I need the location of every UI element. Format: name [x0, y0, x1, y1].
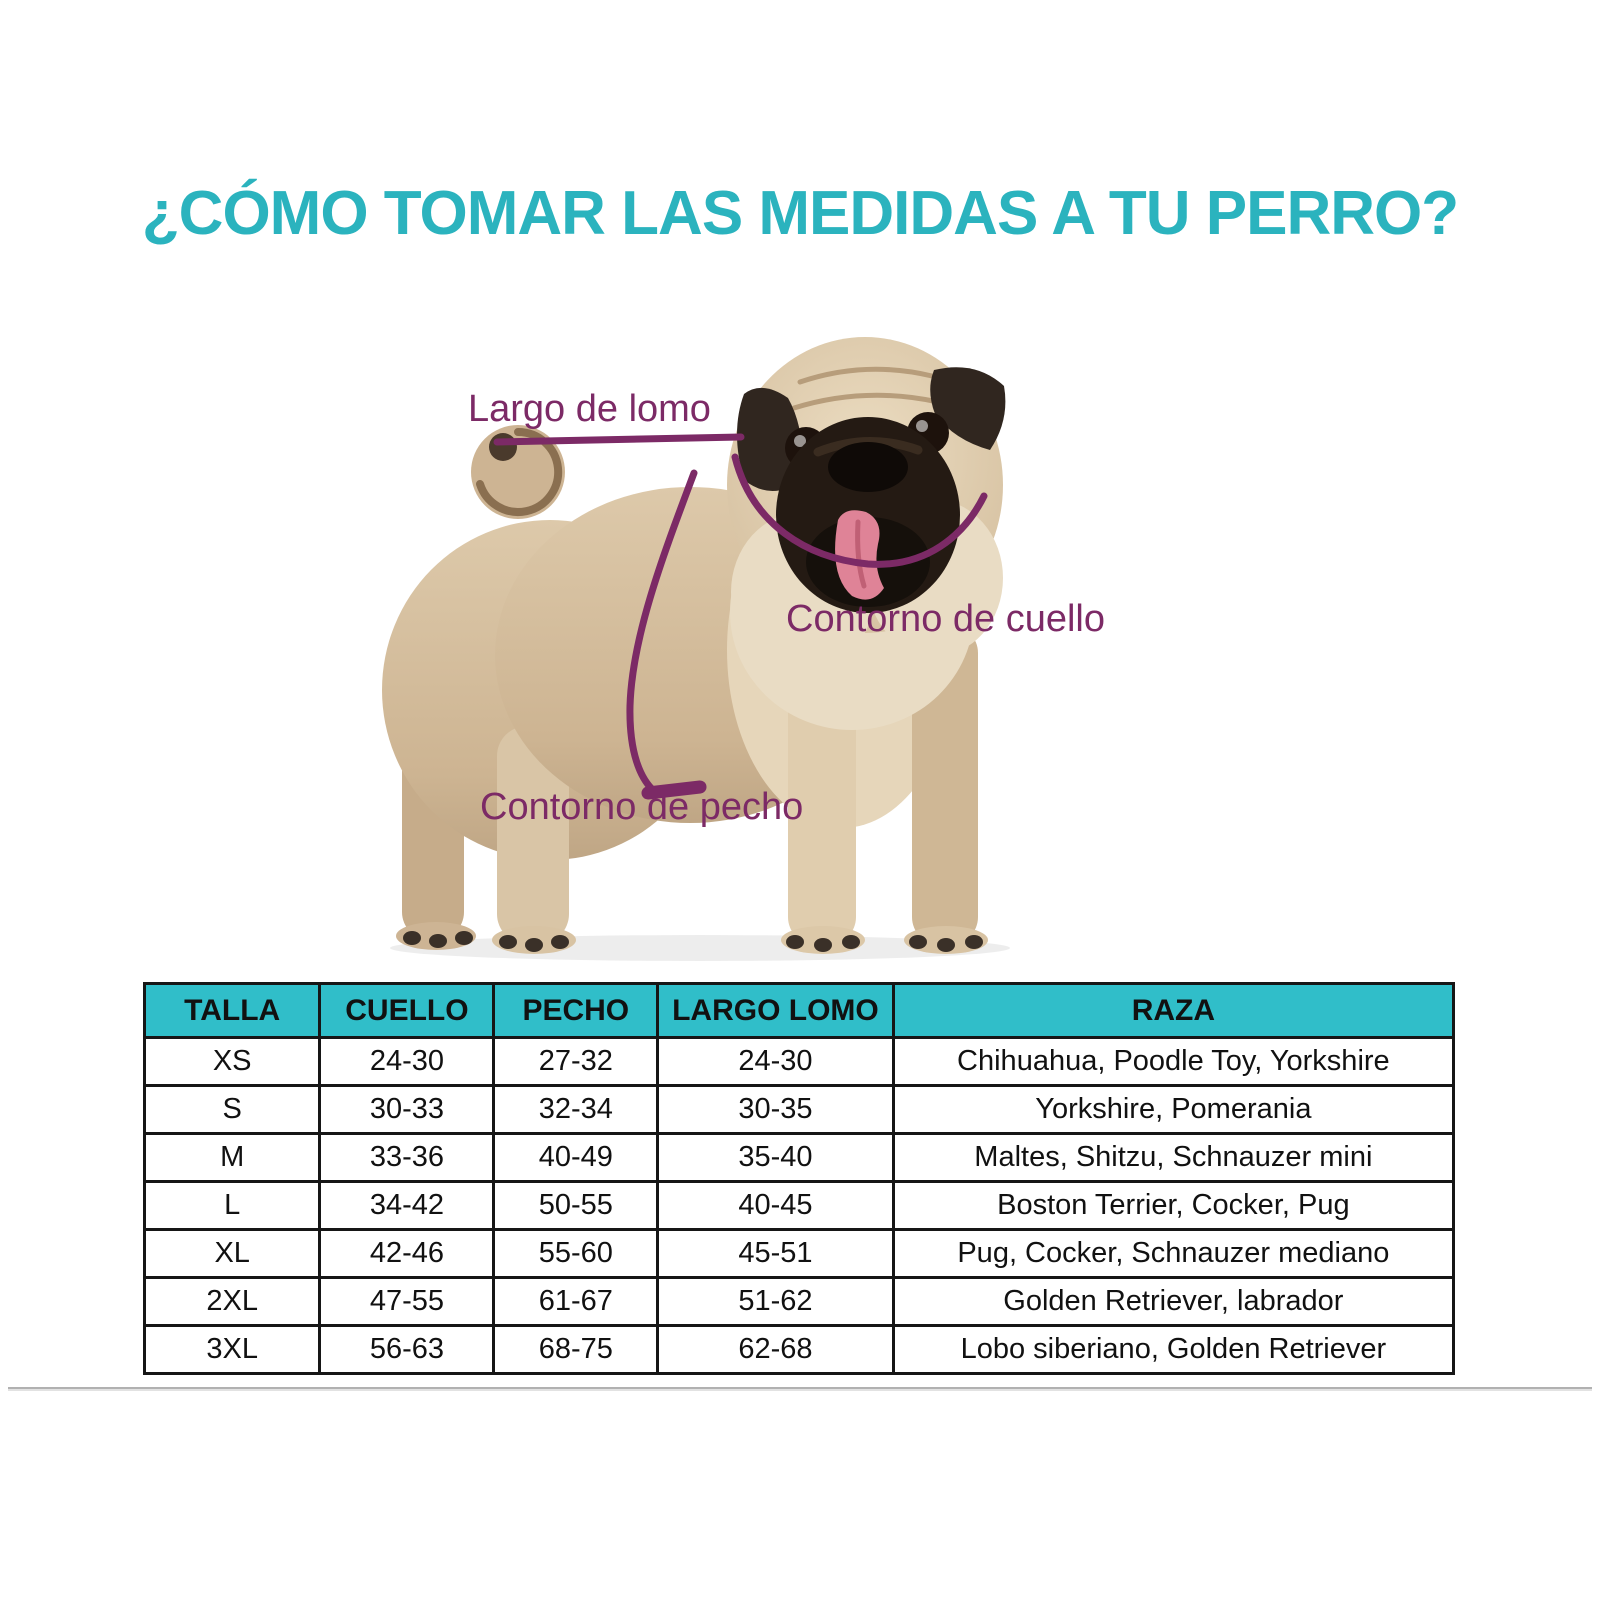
table-cell: 24-30	[320, 1038, 494, 1086]
table-cell: 24-30	[658, 1038, 894, 1086]
table-cell: Golden Retriever, labrador	[893, 1278, 1453, 1326]
table-row	[145, 1182, 1454, 1230]
table-cell: XS	[145, 1038, 320, 1086]
table-cell: 45-51	[658, 1230, 894, 1278]
table-row	[145, 1038, 1454, 1086]
table-cell: 68-75	[494, 1326, 658, 1374]
column-header: RAZA	[893, 984, 1453, 1038]
table-cell: 62-68	[658, 1326, 894, 1374]
table-cell: Pug, Cocker, Schnauzer mediano	[893, 1230, 1453, 1278]
table-cell: 34-42	[320, 1182, 494, 1230]
table-cell: 30-33	[320, 1086, 494, 1134]
size-table	[143, 982, 1455, 1375]
column-header: PECHO	[494, 984, 658, 1038]
table-cell: XL	[145, 1230, 320, 1278]
chest-girth-label: Contorno de pecho	[480, 786, 804, 828]
column-header: LARGO LOMO	[658, 984, 894, 1038]
table-cell: S	[145, 1086, 320, 1134]
table-cell: 40-45	[658, 1182, 894, 1230]
table-cell: 35-40	[658, 1134, 894, 1182]
table-cell: 42-46	[320, 1230, 494, 1278]
table-cell: Lobo siberiano, Golden Retriever	[893, 1326, 1453, 1374]
table-row	[145, 1086, 1454, 1134]
table-cell: 47-55	[320, 1278, 494, 1326]
page-title: ¿CÓMO TOMAR LAS MEDIDAS A TU PERRO?	[141, 179, 1459, 248]
table-row	[145, 1134, 1454, 1182]
table-row	[145, 1278, 1454, 1326]
back-length-line	[497, 437, 741, 442]
table-cell: 55-60	[494, 1230, 658, 1278]
bottom-divider	[8, 1387, 1592, 1391]
back-length-label: Largo de lomo	[468, 388, 711, 430]
table-cell: 30-35	[658, 1086, 894, 1134]
table-cell: 61-67	[494, 1278, 658, 1326]
dog-muzzle	[776, 417, 960, 613]
table-cell: 51-62	[658, 1278, 894, 1326]
table-cell: Chihuahua, Poodle Toy, Yorkshire	[893, 1038, 1453, 1086]
neck-girth-label: Contorno de cuello	[786, 598, 1105, 640]
table-row	[145, 1230, 1454, 1278]
table-cell: 33-36	[320, 1134, 494, 1182]
table-cell: L	[145, 1182, 320, 1230]
size-table-header-row	[145, 984, 1454, 1038]
table-cell: Boston Terrier, Cocker, Pug	[893, 1182, 1453, 1230]
table-cell: 50-55	[494, 1182, 658, 1230]
table-cell: M	[145, 1134, 320, 1182]
column-header: CUELLO	[320, 984, 494, 1038]
table-row	[145, 1326, 1454, 1374]
table-cell: 2XL	[145, 1278, 320, 1326]
table-cell: Maltes, Shitzu, Schnauzer mini	[893, 1134, 1453, 1182]
table-cell: 56-63	[320, 1326, 494, 1374]
column-header: TALLA	[145, 984, 320, 1038]
table-cell: 32-34	[494, 1086, 658, 1134]
table-cell: 3XL	[145, 1326, 320, 1374]
table-cell: 40-49	[494, 1134, 658, 1182]
table-cell: Yorkshire, Pomerania	[893, 1086, 1453, 1134]
table-cell: 27-32	[494, 1038, 658, 1086]
